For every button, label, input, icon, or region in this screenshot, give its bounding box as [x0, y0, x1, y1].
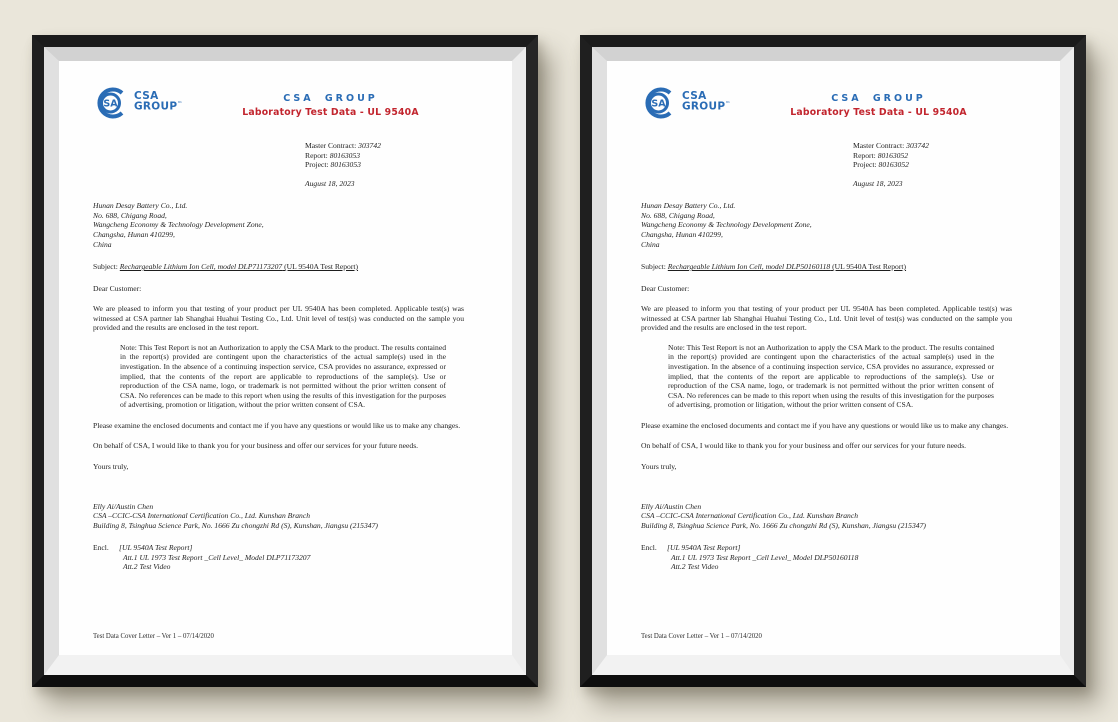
subject-model: Rechargeable Lithium Ion Cell, model DLP50160118 — [667, 262, 831, 272]
meta-value: 80163052 — [878, 160, 909, 170]
meta-value: 80163052 — [877, 150, 909, 160]
thanks-paragraph: On behalf of CSA, I would like to thank you for your business and offer our services for your future needs. — [641, 441, 967, 451]
meta-block — [853, 141, 1012, 170]
enclosure-item: [UL 9540A Test Report] — [667, 543, 741, 553]
address-line: China — [93, 239, 112, 249]
logo-word-group: GROUP™ — [134, 100, 183, 113]
closing: Yours truly, — [93, 461, 129, 471]
address-line: No. 688, Chigang Road, — [641, 210, 715, 220]
intro-paragraph: We are pleased to inform you that testing of your product per UL 9540A has been completed. Applicable test(s) was witnessed at CSA partner lab Shanghai Huahui Testing Co., Ltd. Unit level of test(s) was conducted on the sample you provided and the results are enclosed in the test report. — [641, 304, 1012, 333]
trademark-symbol: ™ — [177, 100, 183, 107]
letter-date: August 18, 2023 — [853, 178, 903, 188]
meta-label: Project: — [853, 160, 877, 170]
address-line: China — [641, 239, 660, 249]
subject-underlined — [120, 262, 358, 271]
frame-mat — [592, 47, 1074, 675]
logo-word-csa: CSA — [682, 90, 707, 102]
meta-master-contract — [305, 141, 464, 151]
letter-header — [641, 85, 1012, 121]
subject-line — [641, 262, 1012, 272]
meta-label: Report: — [853, 150, 876, 160]
recipient-address — [641, 201, 1012, 249]
examine-paragraph: Please examine the enclosed documents and contact me if you have any questions or would like us to make any changes. — [93, 420, 461, 430]
csa-wordmark — [682, 85, 731, 112]
letter-paper — [607, 61, 1060, 655]
address-line: Changsha, Hunan 410299, — [641, 229, 723, 239]
signer-company: CSA –CCIC-CSA International Certification Co., Ltd. Kunshan Branch — [641, 511, 858, 521]
address-line: No. 688, Chigang Road, — [93, 210, 167, 220]
thanks-paragraph: On behalf of CSA, I would like to thank you for your business and offer our services for your future needs. — [93, 441, 419, 451]
subject-line — [93, 262, 464, 272]
subject-suffix: (UL 9540A Test Report) — [830, 262, 907, 272]
meta-value: 303742 — [906, 141, 929, 150]
csa-wordmark — [134, 85, 183, 112]
signer-company: CSA –CCIC-CSA International Certification Co., Ltd. Kunshan Branch — [93, 511, 310, 521]
salutation: Dear Customer: — [93, 283, 142, 293]
enclosure-block — [641, 543, 1012, 572]
intro-paragraph: We are pleased to inform you that testing of your product per UL 9540A has been completed. Applicable test(s) was witnessed at CSA partner lab Shanghai Huahui Testing Co., Ltd. Unit level of test(s) was conducted on the sample you provided and the results are enclosed in the test report. — [93, 304, 464, 333]
subject-model: Rechargeable Lithium Ion Cell, model DLP71173207 — [119, 262, 283, 272]
subject-suffix: (UL 9540A Test Report) — [282, 262, 359, 272]
address-line: Wangcheng Economy & Technology Development Zone, — [93, 220, 264, 230]
csa-logo — [641, 85, 745, 121]
enclosure-item: Att.2 Test Video — [671, 562, 719, 572]
address-line: Hunan Desay Battery Co., Ltd. — [641, 201, 736, 211]
note-paragraph: Note: This Test Report is not an Authorization to apply the CSA Mark to the product. The results contained in the report(s) provided are contingent upon the characteristics of the actual sample(s) used in the investigation. In the absence of a continuing inspection service, CSA provides no assurance, expressed or implied, that the contents of the report are applicable to reproductions of the sample(s). Use or reproduction of the CSA name, logo, or trademark is not permitted without the prior written consent of CSA. No references can be made to this report when using the results of this investigation for the purposes of advertising, promotion or litigation, without the prior written consent of CSA. — [668, 342, 994, 410]
meta-value: 80163053 — [329, 150, 361, 160]
subject-underlined — [668, 262, 906, 271]
header-title: CSA GROUP — [831, 93, 926, 104]
salutation: Dear Customer: — [641, 283, 690, 293]
header-title: CSA GROUP — [283, 93, 378, 104]
signer-name: Elly Ai/Austin Chen — [93, 501, 154, 511]
letter-date: August 18, 2023 — [305, 178, 355, 188]
meta-block — [305, 141, 464, 170]
examine-paragraph: Please examine the enclosed documents and contact me if you have any questions or would like us to make any changes. — [641, 420, 1009, 430]
address-line: Hunan Desay Battery Co., Ltd. — [93, 201, 188, 211]
header-subtitle: Laboratory Test Data - UL 9540A — [790, 106, 967, 118]
csa-logo — [93, 85, 197, 121]
frame-mat — [44, 47, 526, 675]
framed-letter-left — [32, 35, 538, 687]
address-line: Changsha, Hunan 410299, — [93, 229, 175, 239]
enclosure-item: Att.1 UL 1973 Test Report _Cell Level_ Model DLP50160118 — [671, 552, 859, 562]
signature-block — [93, 502, 464, 531]
signature-block — [641, 502, 1012, 531]
enclosure-label: Encl. — [93, 543, 109, 553]
logo-word-group: GROUP™ — [682, 100, 731, 113]
meta-project — [305, 160, 464, 170]
logo-word-csa: CSA — [134, 90, 159, 102]
svg-text:SA: SA — [103, 98, 118, 110]
page-footer: Test Data Cover Letter – Ver 1 – 07/14/2020 — [93, 633, 214, 641]
header-titles — [197, 85, 464, 121]
enclosure-item: Att.1 UL 1973 Test Report _Cell Level_ Model DLP71173207 — [123, 552, 311, 562]
signer-address: Building 8, Tsinghua Science Park, No. 1666 Zu chongzhi Rd (S), Kunshan, Jiangsu (215347) — [641, 520, 926, 530]
note-paragraph: Note: This Test Report is not an Authorization to apply the CSA Mark to the product. The results contained in the report(s) provided are contingent upon the characteristics of the actual sample(s) used in the investigation. In the absence of a continuing inspection service, CSA provides no assurance, expressed or implied, that the contents of the report are applicable to reproductions of the sample(s). Use or reproduction of the CSA name, logo, or trademark is not permitted without the prior written consent of CSA. No references can be made to this report when using the results of this investigation for the purposes of advertising, promotion or litigation, without the prior written consent of CSA. — [120, 342, 446, 410]
subject-label: Subject: — [641, 262, 666, 272]
page-footer: Test Data Cover Letter – Ver 1 – 07/14/2020 — [641, 633, 762, 641]
meta-master-contract — [853, 141, 1012, 151]
meta-report — [853, 151, 1012, 161]
letter-paper — [59, 61, 512, 655]
signer-address: Building 8, Tsinghua Science Park, No. 1666 Zu chongzhi Rd (S), Kunshan, Jiangsu (215347) — [93, 520, 378, 530]
enclosure-block — [93, 543, 464, 572]
enclosure-items — [119, 543, 310, 572]
address-line: Wangcheng Economy & Technology Development Zone, — [641, 220, 812, 230]
csa-monogram-icon — [93, 85, 131, 121]
meta-value: 303742 — [358, 141, 381, 150]
meta-label: Report: — [305, 150, 328, 160]
meta-report — [305, 151, 464, 161]
svg-text:SA: SA — [651, 98, 666, 110]
csa-monogram-icon — [641, 85, 679, 121]
letter-header — [93, 85, 464, 121]
meta-value: 80163053 — [330, 160, 361, 170]
recipient-address — [93, 201, 464, 249]
enclosure-item: Att.2 Test Video — [123, 562, 171, 572]
meta-label: Master Contract: — [853, 141, 905, 150]
closing: Yours truly, — [641, 461, 677, 471]
meta-label: Master Contract: — [305, 141, 357, 150]
header-subtitle: Laboratory Test Data - UL 9540A — [242, 106, 419, 118]
framed-letter-right — [580, 35, 1086, 687]
meta-label: Project: — [305, 160, 329, 170]
signer-name: Elly Ai/Austin Chen — [641, 501, 702, 511]
enclosure-items — [667, 543, 858, 572]
trademark-symbol: ™ — [725, 100, 731, 107]
subject-label: Subject: — [93, 262, 118, 272]
enclosure-label: Encl. — [641, 543, 657, 553]
header-titles — [745, 85, 1012, 121]
meta-project — [853, 160, 1012, 170]
enclosure-item: [UL 9540A Test Report] — [119, 543, 193, 553]
